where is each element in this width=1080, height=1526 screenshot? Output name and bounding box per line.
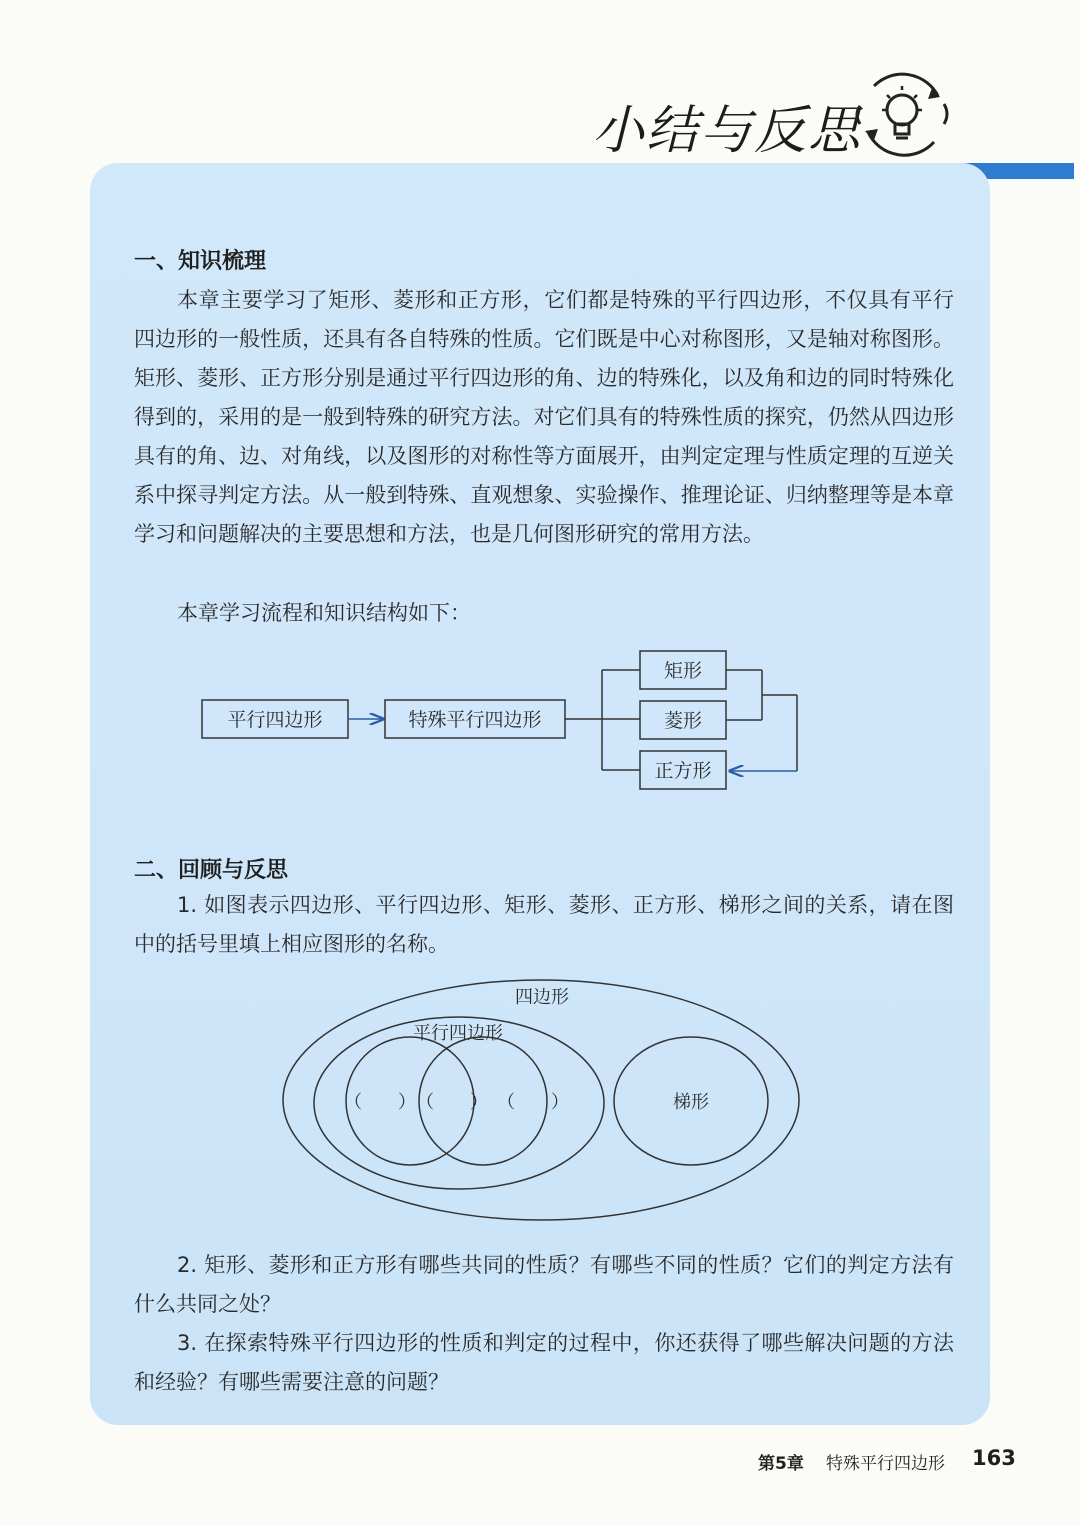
page-number: 163	[972, 1446, 1016, 1470]
flow-label-rectangle: 矩形	[663, 660, 703, 682]
question-3	[134, 1324, 954, 1402]
footer-chapter-name: 特殊平行四边形	[826, 1454, 945, 1474]
venn-blank-2: （ ）	[416, 1092, 488, 1113]
lightbulb-cycle-icon	[852, 66, 952, 162]
footer-chapter: 第5章	[758, 1454, 804, 1474]
section-heading-knowledge: 一、知识梳理	[134, 249, 267, 274]
structure-intro	[134, 594, 954, 633]
venn-label-quadrilateral: 四边形	[515, 987, 569, 1008]
question-1-text: 1. 如图表示四边形、平行四边形、矩形、菱形、正方形、梯形之间的关系，请在图中的括号里填上相应图形的名称。	[134, 893, 954, 956]
knowledge-text: 本章主要学习了矩形、菱形和正方形，它们都是特殊的平行四边形，不仅具有平行四边形的一般性质，还具有各自特殊的性质。它们既是中心对称图形，又是轴对称图形。矩形、菱形、正方形分别是通过平行四边形的角、边的特殊化，以及角和边的同时特殊化得到的，采用的是一般到特殊的研究方法。对它们具有的特殊性质的探究，仍然从四边形具有的角、边、对角线，以及图形的对称性等方面展开，由判定定理与性质定理的互逆关系中探寻判定方法。从一般到特殊、直观想象、实验操作、推理论证、归纳整理等是本章学习和问题解决的主要思想和方法，也是几何图形研究的常用方法。	[134, 288, 954, 546]
flow-label-rhombus: 菱形	[663, 710, 703, 732]
structure-intro-text: 本章学习流程和知识结构如下：	[177, 601, 472, 625]
question-1	[134, 886, 954, 964]
venn-blank-1: （ ）	[344, 1092, 416, 1113]
venn-blank-3: （ ）	[497, 1092, 569, 1113]
question-2-text: 2. 矩形、菱形和正方形有哪些共同的性质？有哪些不同的性质？它们的判定方法有什么共同之处？	[134, 1253, 954, 1316]
venn-label-trapezoid: 梯形	[673, 1092, 709, 1113]
question-3-text: 3. 在探索特殊平行四边形的性质和判定的过程中，你还获得了哪些解决问题的方法和经验？有哪些需要注意的问题？	[134, 1331, 954, 1394]
section-heading-review: 二、回顾与反思	[134, 858, 289, 883]
question-2	[134, 1246, 954, 1324]
venn-label-parallelogram: 平行四边形	[413, 1023, 503, 1044]
flow-label-middle: 特殊平行四边形	[408, 709, 542, 731]
page-title: 小结与反思	[592, 101, 863, 161]
flow-label-start: 平行四边形	[227, 709, 323, 731]
flow-label-square: 正方形	[654, 760, 712, 782]
knowledge-paragraph	[134, 281, 954, 554]
